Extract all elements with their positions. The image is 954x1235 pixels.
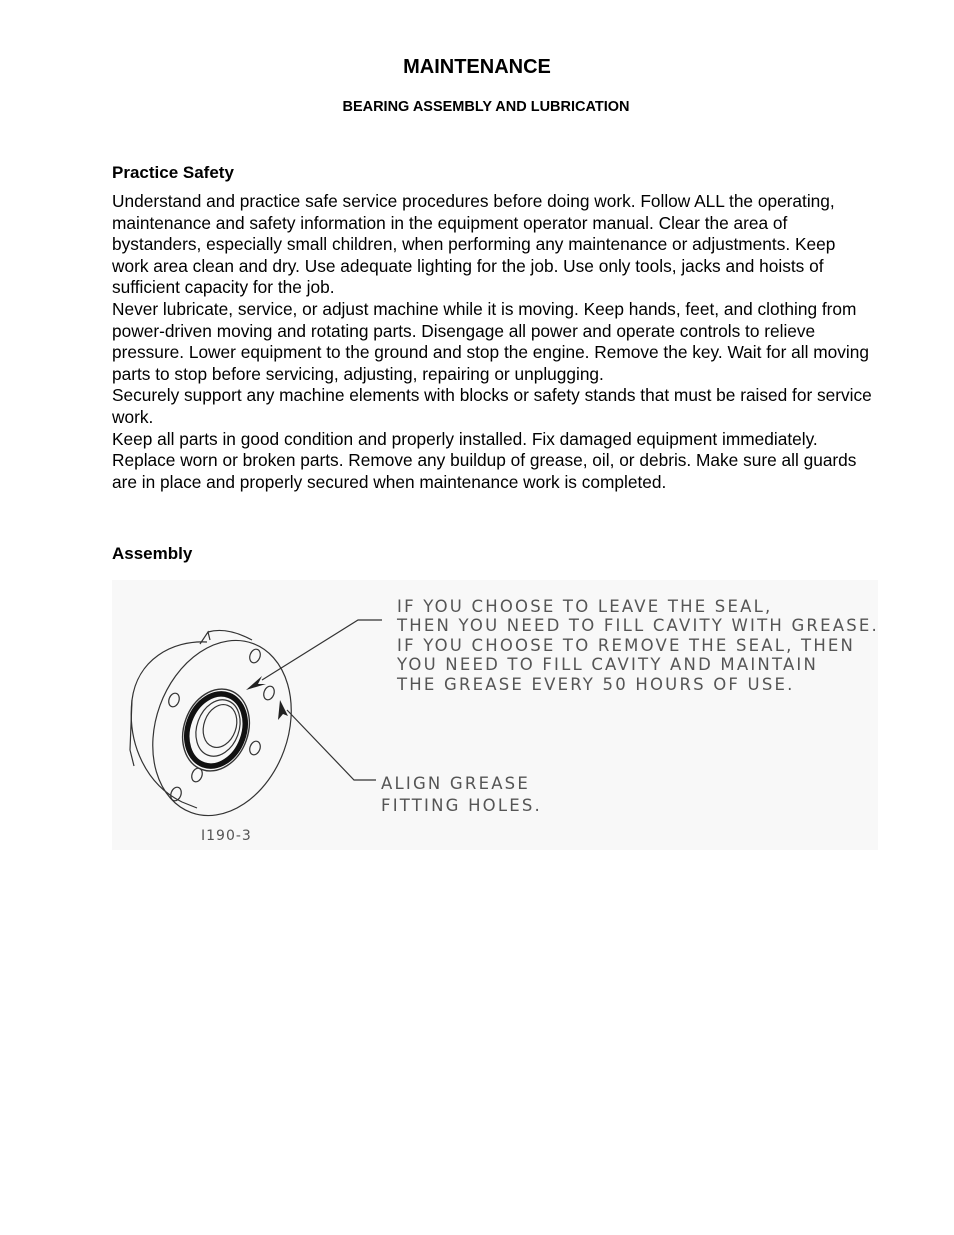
seal-note-line: THE GREASE EVERY 50 HOURS OF USE.	[397, 674, 795, 694]
assembly-heading: Assembly	[112, 544, 193, 563]
seal-note-line: THEN YOU NEED TO FILL CAVITY WITH GREASE.	[397, 616, 879, 636]
practice-safety-heading: Practice Safety	[112, 163, 234, 182]
safety-paragraph: Keep all parts in good condition and properly installed. Fix damaged equipment immediately. Replace worn or broken parts. Remove any buildup of grease, oil, or debris. Make sure all guards are in place and properly secured when maintenance work is completed.	[112, 428, 857, 492]
page-subtitle: BEARING ASSEMBLY AND LUBRICATION	[342, 99, 630, 115]
figure-id: I190-3	[201, 828, 252, 844]
align-note-line: ALIGN GREASE	[381, 774, 530, 793]
safety-paragraph: Never lubricate, service, or adjust machine while it is moving. Keep hands, feet, and clothing from power-driven moving and rotating parts. Disengage all power and operate controls to relieve pressure. Lower equipment to the ground and stop the engine. Remove the key. Wait for all moving parts to stop before servicing, adjusting, repairing or unplugging.	[112, 298, 869, 384]
seal-note-line: IF YOU CHOOSE TO LEAVE THE SEAL,	[397, 597, 773, 616]
safety-body	[112, 191, 872, 493]
seal-note-line: IF YOU CHOOSE TO REMOVE THE SEAL, THEN	[397, 635, 856, 655]
page-title: MAINTENANCE	[403, 56, 551, 78]
seal-note-line: YOU NEED TO FILL CAVITY AND MAINTAIN	[397, 655, 819, 675]
bearing-assembly-figure	[112, 580, 878, 850]
align-holes-note	[381, 773, 542, 817]
seal-grease-note	[397, 597, 879, 694]
safety-paragraph: Securely support any machine elements with blocks or safety stands that must be raised for service work.	[112, 385, 872, 427]
safety-paragraph: Understand and practice safe service procedures before doing work. Follow ALL the operating, maintenance and safety information in the equipment operator manual. Clear the area of bystanders, especially small children, when performing any maintenance or adjustments. Keep work area clean and dry. Use adequate lighting for the job. Use only tools, jacks and hoists of sufficient capacity for the job.	[112, 191, 836, 298]
align-note-line: FITTING HOLES.	[381, 796, 542, 815]
